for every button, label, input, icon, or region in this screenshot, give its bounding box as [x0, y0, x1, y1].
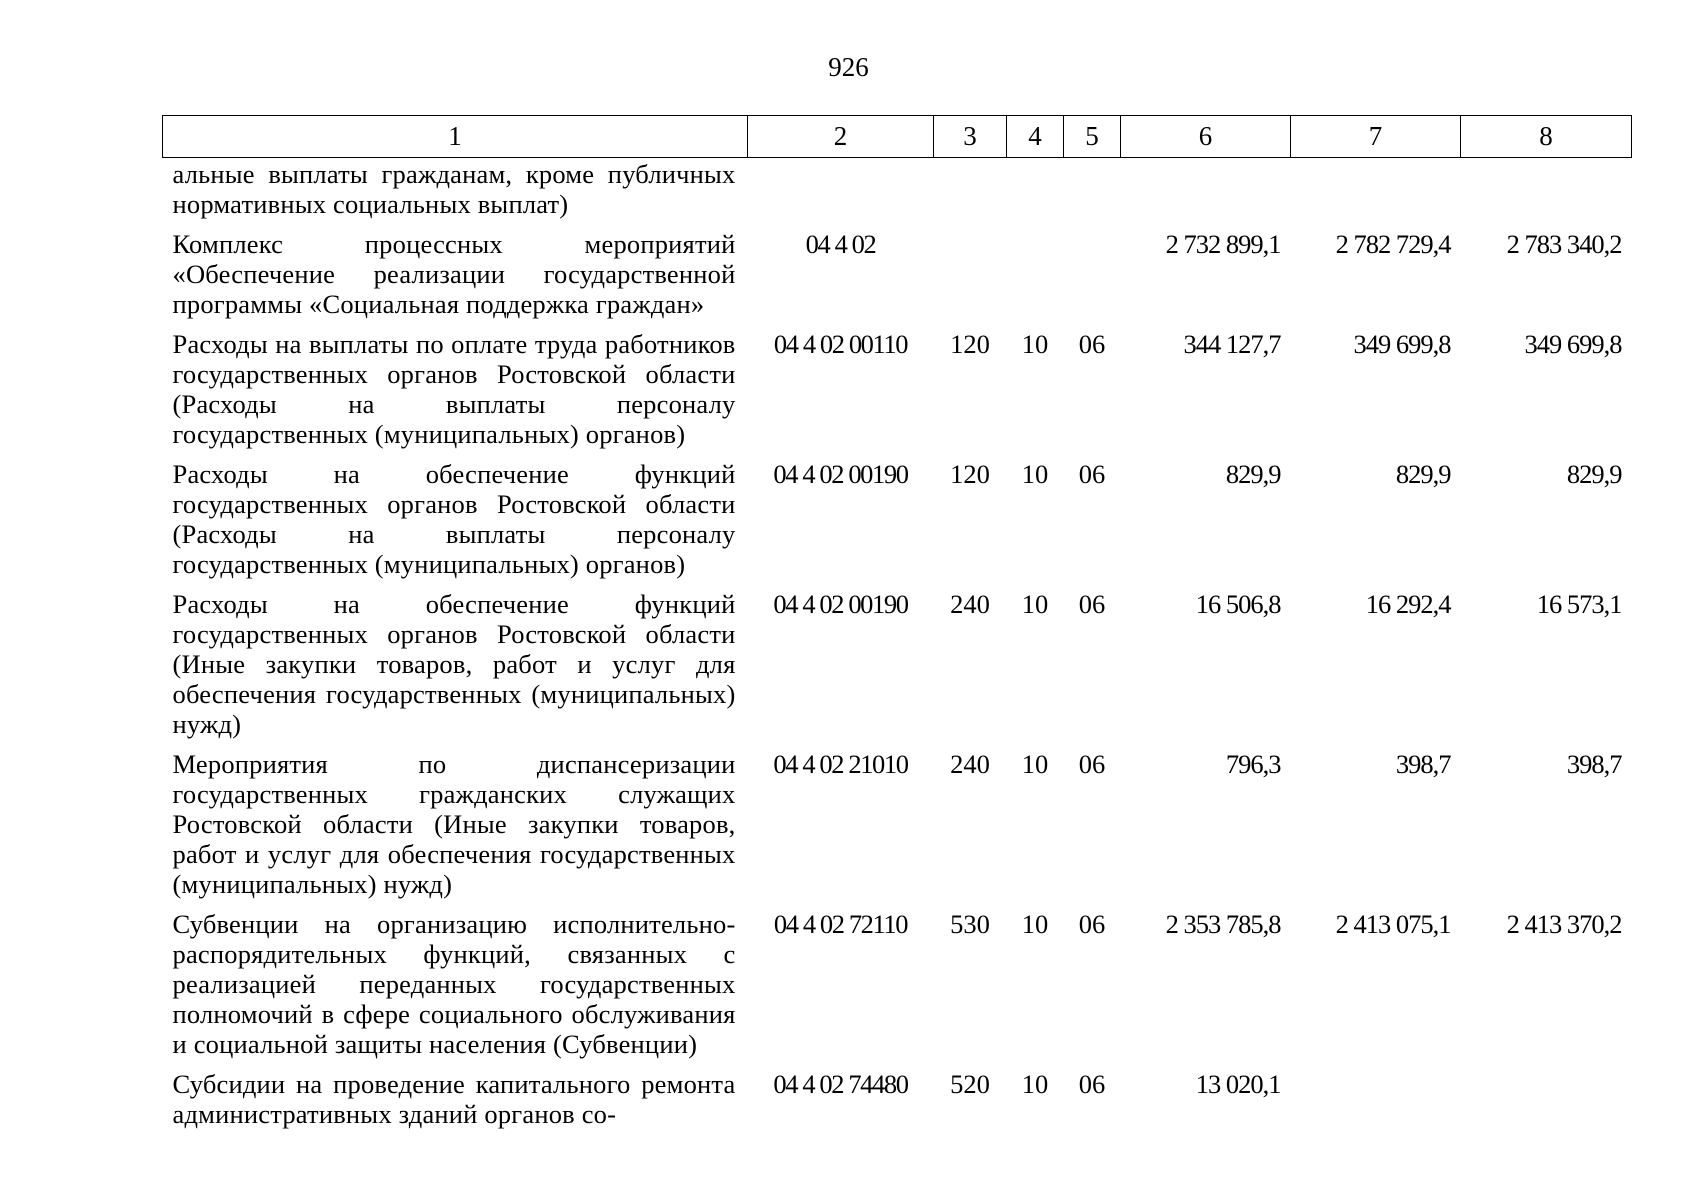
- column-header: 6: [1121, 116, 1291, 158]
- row-subsection: 06: [1078, 459, 1106, 489]
- table-header: [163, 116, 1632, 158]
- row-subsection: 06: [1078, 589, 1106, 619]
- column-header: 3: [934, 116, 1007, 158]
- row-amount-col8: 2 783 340,2: [1506, 229, 1622, 259]
- row-amount-col7: [1291, 158, 1461, 230]
- row-section: 10: [1021, 749, 1049, 779]
- row-amount-col6: 16 506,8: [1195, 589, 1281, 619]
- row-amount-col8: 16 573,1: [1536, 589, 1622, 619]
- row-description: Расходы на выплаты по оплате труда работников государственных органов Ростовской области (Расходы на выплаты персоналу государственных (муниципальных) органов): [172, 329, 736, 449]
- row-section: 10: [1021, 589, 1049, 619]
- column-header: 4: [1007, 116, 1064, 158]
- row-section: 10: [1021, 909, 1049, 939]
- row-program-code: 04 4 02 00110: [773, 329, 908, 359]
- row-section: [1007, 158, 1064, 230]
- row-subsection: 06: [1078, 329, 1106, 359]
- row-amount-col7: 16 292,4: [1365, 589, 1451, 619]
- row-section: [1007, 229, 1064, 329]
- column-header: 7: [1291, 116, 1461, 158]
- row-program-code: [748, 158, 934, 230]
- row-subsection: 06: [1078, 909, 1106, 939]
- row-description: Расходы на обеспечение функций государственных органов Ростовской области (Расходы на выплаты персоналу государственных (муниципальных) органов): [172, 459, 736, 579]
- row-subsection: [1064, 229, 1121, 329]
- budget-table: [162, 115, 1632, 1139]
- row-expense-type: 240: [950, 749, 990, 779]
- row-amount-col7: 398,7: [1395, 749, 1451, 779]
- row-description: альные выплаты гражданам, кроме публичных нормативных социальных выплат): [172, 159, 736, 219]
- row-program-code: 04 4 02: [805, 229, 876, 259]
- row-description: Субсидии на проведение капитального ремонта административных зданий органов со-: [172, 1069, 736, 1129]
- row-section: 10: [1021, 459, 1049, 489]
- row-amount-col6: 829,9: [1225, 459, 1281, 489]
- row-amount-col8: [1461, 1069, 1632, 1139]
- row-amount-col8: [1461, 158, 1632, 230]
- row-expense-type: [934, 158, 1007, 230]
- table-row: [163, 1069, 1632, 1139]
- row-amount-col8: 398,7: [1566, 749, 1622, 779]
- row-program-code: 04 4 02 74480: [773, 1069, 908, 1099]
- row-section: 10: [1021, 329, 1049, 359]
- header-row: [163, 116, 1632, 158]
- table-row: [163, 909, 1632, 1069]
- row-program-code: 04 4 02 00190: [773, 459, 908, 489]
- row-section: 10: [1021, 1069, 1049, 1099]
- row-program-code: 04 4 02 72110: [773, 909, 908, 939]
- row-description: Субвенции на организацию исполнительно-распорядительных функций, связанных с реализацией переданных государственных полномочий в сфере социального обслуживания и социальной защиты населения (Субвенции): [172, 909, 736, 1059]
- row-expense-type: 520: [950, 1069, 990, 1099]
- row-description: Комплекс процессных мероприятий «Обеспечение реализации государственной программы «Социальная поддержка граждан»: [172, 229, 736, 319]
- row-description: Расходы на обеспечение функций государственных органов Ростовской области (Иные закупки товаров, работ и услуг для обеспечения государственных (муниципальных) нужд): [172, 589, 736, 739]
- row-subsection: 06: [1078, 1069, 1106, 1099]
- row-amount-col7: 2 782 729,4: [1335, 229, 1451, 259]
- table-row: [163, 749, 1632, 909]
- column-header: 8: [1461, 116, 1632, 158]
- row-amount-col8: 349 699,8: [1524, 329, 1622, 359]
- row-program-code: 04 4 02 21010: [773, 749, 908, 779]
- row-amount-col6: 2 353 785,8: [1165, 909, 1281, 939]
- row-description: Мероприятия по диспансеризации государственных гражданских служащих Ростовской области (Иные закупки товаров, работ и услуг для обеспечения государственных (муниципальных) нужд): [172, 749, 736, 899]
- row-subsection: [1064, 158, 1121, 230]
- table-body: [163, 158, 1632, 1140]
- row-amount-col7: [1291, 1069, 1461, 1139]
- row-amount-col7: 349 699,8: [1353, 329, 1451, 359]
- row-expense-type: [934, 229, 1007, 329]
- row-amount-col6: 796,3: [1225, 749, 1281, 779]
- table-row: [163, 589, 1632, 749]
- row-amount-col8: 829,9: [1566, 459, 1622, 489]
- row-expense-type: 240: [950, 589, 990, 619]
- row-amount-col6: 13 020,1: [1195, 1069, 1281, 1099]
- row-amount-col8: 2 413 370,2: [1506, 909, 1622, 939]
- row-amount-col6: 344 127,7: [1183, 329, 1281, 359]
- row-subsection: 06: [1078, 749, 1106, 779]
- column-header: 1: [163, 116, 748, 158]
- row-amount-col6: [1121, 158, 1291, 230]
- table-row: [163, 459, 1632, 589]
- row-amount-col7: 829,9: [1395, 459, 1451, 489]
- row-expense-type: 120: [950, 459, 990, 489]
- row-program-code: 04 4 02 00190: [773, 589, 908, 619]
- row-expense-type: 530: [950, 909, 990, 939]
- column-header: 5: [1064, 116, 1121, 158]
- page-number: 926: [828, 52, 869, 82]
- column-header: 2: [748, 116, 934, 158]
- row-expense-type: 120: [950, 329, 990, 359]
- row-amount-col6: 2 732 899,1: [1165, 229, 1281, 259]
- row-amount-col7: 2 413 075,1: [1335, 909, 1451, 939]
- table-row: [163, 229, 1632, 329]
- table-row: [163, 158, 1632, 230]
- table-row: [163, 329, 1632, 459]
